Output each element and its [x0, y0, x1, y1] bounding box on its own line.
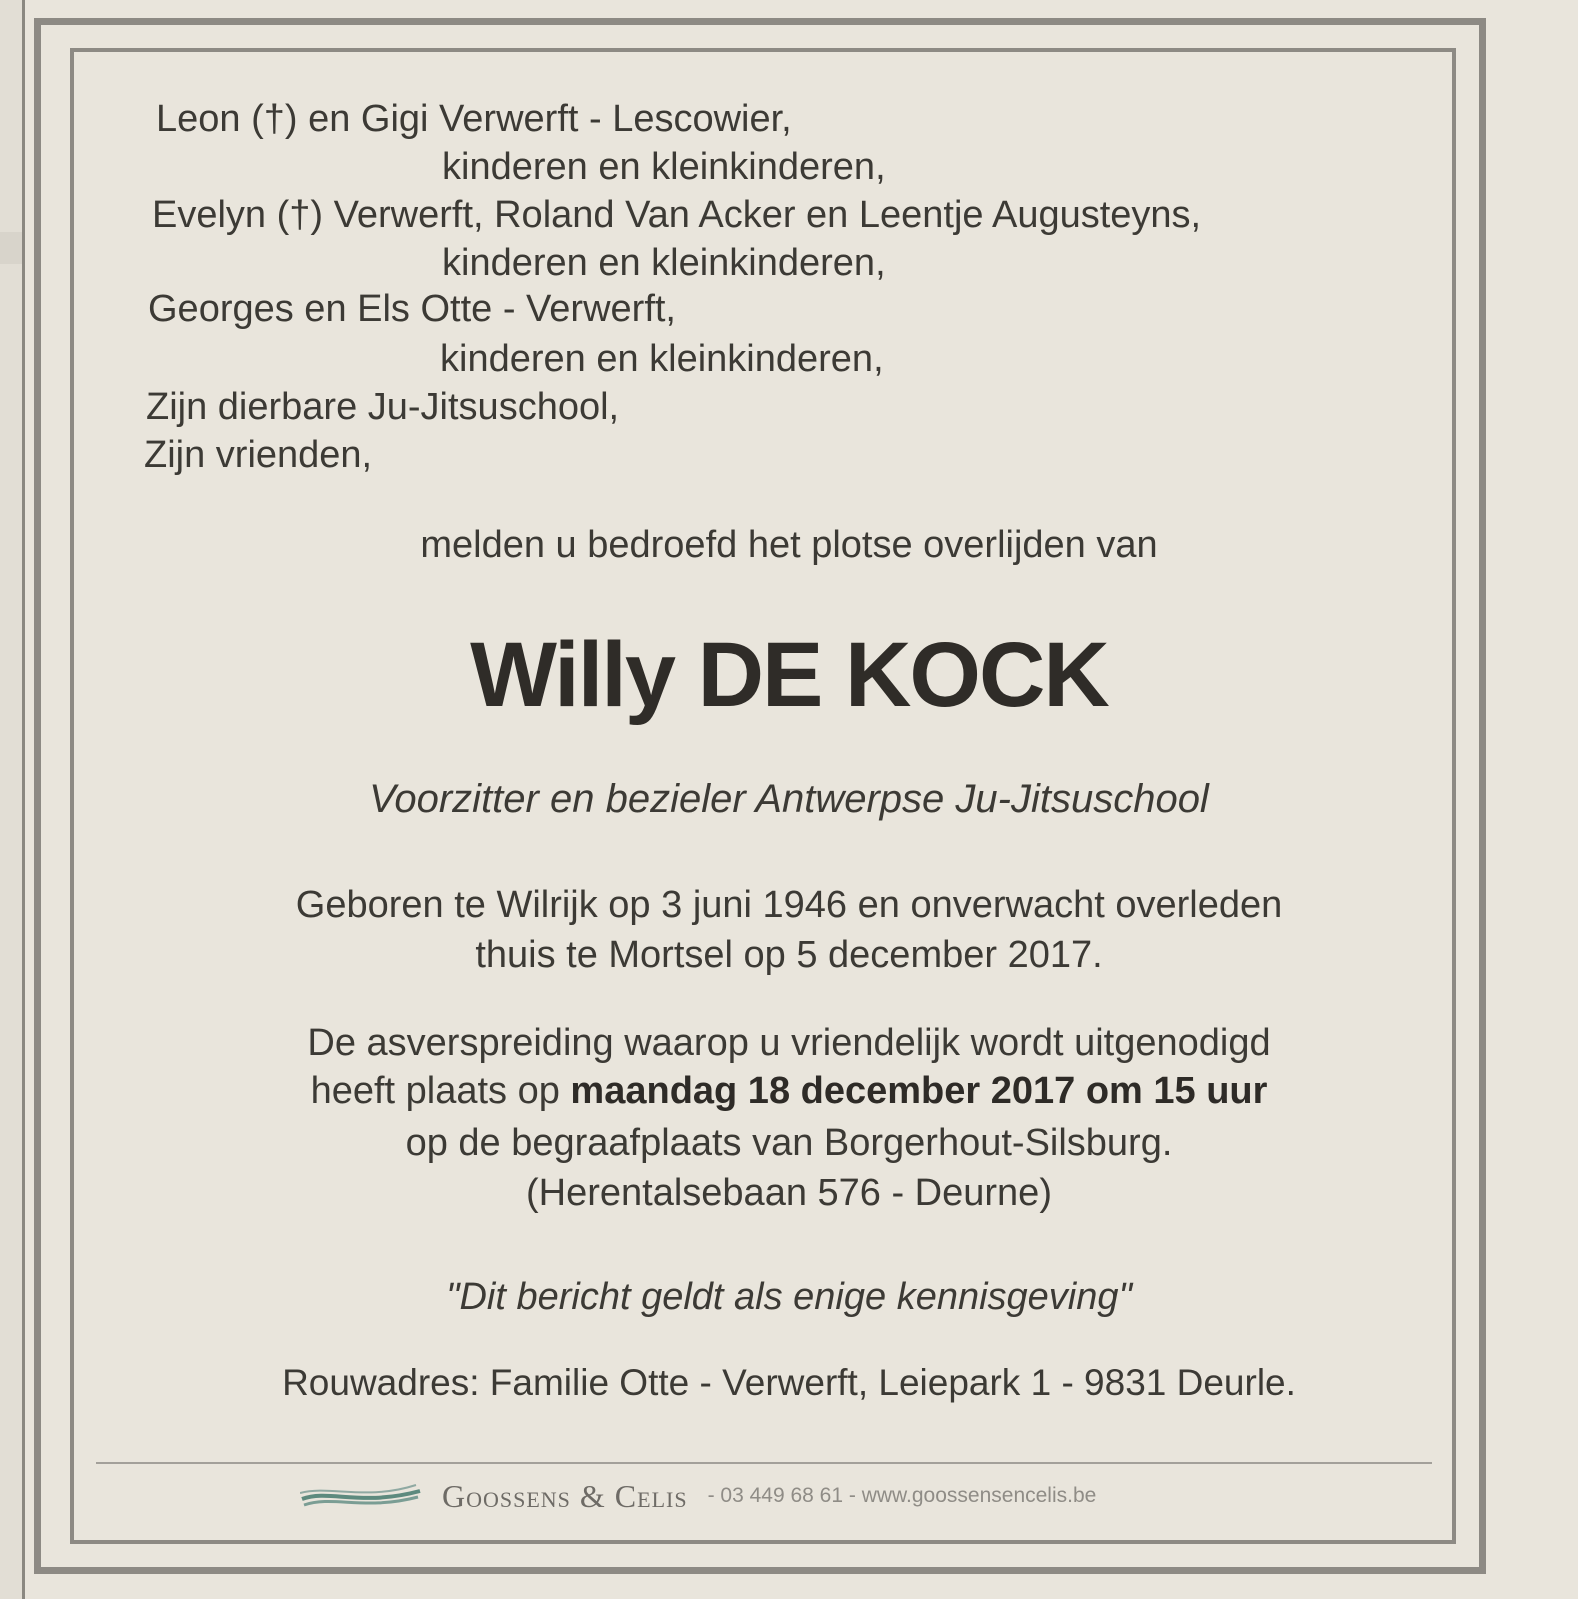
- publisher-footer: [300, 1476, 1096, 1516]
- deceased-name: Willy DE KOCK: [470, 624, 1108, 726]
- family-line: Zijn dierbare Ju-Jitsuschool,: [146, 386, 620, 428]
- adjacent-column-gap: [0, 232, 22, 264]
- birth-death-line: Geboren te Wilrijk op 3 juni 1946 en onverwacht overleden: [295, 884, 1283, 926]
- deceased-role: Voorzitter en bezieler Antwerpse Ju-Jitsuschool: [369, 777, 1209, 821]
- announcement-text: melden u bedroefd het plotse overlijden van: [420, 524, 1158, 566]
- publisher-brand: Goossens & Celis: [442, 1477, 688, 1514]
- family-line: Georges en Els Otte - Verwerft,: [148, 288, 676, 330]
- wave-logo-icon: [300, 1481, 422, 1511]
- ceremony-line: De asverspreiding waarop u vriendelijk wordt uitgenodigd: [307, 1022, 1271, 1064]
- ceremony-date-prefix: heeft plaats op: [310, 1070, 571, 1112]
- ceremony-address: (Herentalsebaan 576 - Deurne): [526, 1172, 1052, 1214]
- family-line: Leon (†) en Gigi Verwerft - Lescowier,: [156, 98, 792, 140]
- family-line: Zijn vrienden,: [144, 434, 373, 476]
- footer-divider: [96, 1462, 1432, 1464]
- notice-text: "Dit bericht geldt als enige kennisgeving": [445, 1276, 1133, 1318]
- family-line: kinderen en kleinkinderen,: [442, 146, 886, 188]
- family-line: kinderen en kleinkinderen,: [440, 338, 884, 380]
- ceremony-date: maandag 18 december 2017 om 15 uur: [570, 1070, 1268, 1112]
- publisher-contact: - 03 449 68 61 - www.goossensencelis.be: [707, 1484, 1097, 1507]
- birth-death-line: thuis te Mortsel op 5 december 2017.: [475, 934, 1103, 976]
- ceremony-line: [100, 1068, 1478, 1114]
- mourning-address: Rouwadres: Familie Otte - Verwerft, Leiepark 1 - 9831 Deurle.: [282, 1362, 1296, 1403]
- family-line: kinderen en kleinkinderen,: [442, 242, 886, 284]
- ceremony-location: op de begraafplaats van Borgerhout-Silsburg.: [405, 1122, 1173, 1164]
- family-line: Evelyn (†) Verwerft, Roland Van Acker en Leentje Augusteyns,: [152, 194, 1202, 236]
